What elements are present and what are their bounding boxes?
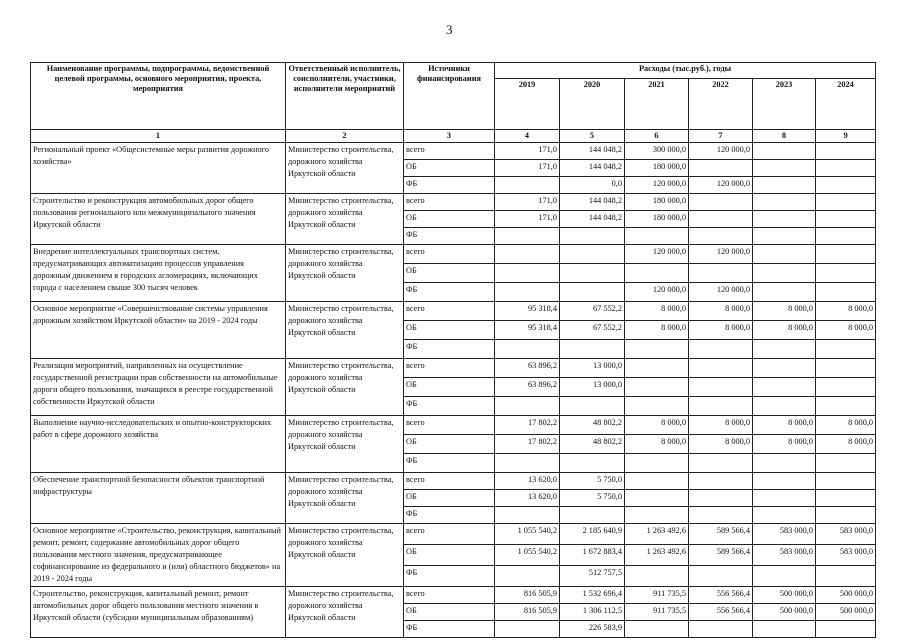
amount-cell — [753, 473, 816, 490]
amount-cell — [625, 397, 689, 416]
amount-cell — [625, 454, 689, 473]
amount-cell — [560, 507, 625, 524]
amount-cell — [816, 264, 876, 283]
funding-source-cell: ОБ — [404, 211, 495, 228]
amount-cell: 8 000,0 — [816, 416, 876, 435]
amount-cell: 120 000,0 — [689, 283, 753, 302]
program-name-cell: Строительство и реконструкция автомобильных дорог общего пользования регионального или межмуниципального значения Иркутской области — [31, 194, 286, 245]
table-row — [31, 302, 876, 321]
amount-cell — [689, 507, 753, 524]
amount-cell: 8 000,0 — [753, 416, 816, 435]
amount-cell — [625, 621, 689, 638]
amount-cell — [625, 340, 689, 359]
amount-cell: 1 263 492,6 — [625, 524, 689, 545]
amount-cell: 556 566,4 — [689, 604, 753, 621]
amount-cell: 63 896,2 — [495, 359, 560, 378]
amount-cell — [753, 160, 816, 177]
amount-cell — [495, 177, 560, 194]
amount-cell — [560, 264, 625, 283]
amount-cell — [816, 283, 876, 302]
amount-cell — [816, 194, 876, 211]
page-number: 3 — [446, 22, 453, 37]
amount-cell: 0,0 — [560, 177, 625, 194]
amount-cell: 500 000,0 — [753, 587, 816, 604]
amount-cell: 500 000,0 — [753, 604, 816, 621]
amount-cell — [753, 283, 816, 302]
amount-cell: 556 566,4 — [689, 587, 753, 604]
amount-cell — [495, 507, 560, 524]
amount-cell: 8 000,0 — [753, 435, 816, 454]
funding-source-cell: ОБ — [404, 160, 495, 177]
amount-cell: 67 552,2 — [560, 302, 625, 321]
amount-cell: 8 000,0 — [753, 321, 816, 340]
amount-cell — [689, 359, 753, 378]
program-name-cell: Строительство, реконструкция, капитальный ремонт, ремонт автомобильных дорог общего пользования местного значения в Иркутской области (субсидии муниципальным образованиям) — [31, 587, 286, 638]
amount-cell — [689, 340, 753, 359]
column-number: 9 — [816, 130, 876, 143]
amount-cell — [753, 264, 816, 283]
amount-cell — [753, 359, 816, 378]
header-year: 2024 — [816, 79, 876, 130]
header-expenses: Расходы (тыс.руб.), годы — [495, 63, 876, 79]
column-number: 2 — [286, 130, 404, 143]
amount-cell — [495, 283, 560, 302]
executor-cell: Министерство строительства, дорожного хозяйства Иркутской области — [286, 524, 404, 587]
table-row — [31, 143, 876, 160]
column-number: 4 — [495, 130, 560, 143]
program-name-cell: Реализация мероприятий, направленных на осуществление государственной регистрации прав собственности на автомобильные дороги общего пользования, значащихся в реестре государственной собственности Иркутской области — [31, 359, 286, 416]
amount-cell — [625, 507, 689, 524]
amount-cell: 171,0 — [495, 160, 560, 177]
amount-cell — [560, 397, 625, 416]
amount-cell — [816, 245, 876, 264]
program-name-cell: Основное мероприятие «Строительство, реконструкция, капитальный ремонт, ремонт, содержание автомобильных дорог общего пользования местного значения, предусматривающее софинансирование из федерального и (или) областного бюджетов» на 2019 - 2024 годы — [31, 524, 286, 587]
amount-cell — [689, 473, 753, 490]
header-year: 2021 — [625, 79, 689, 130]
table-row — [31, 359, 876, 378]
amount-cell: 8 000,0 — [689, 302, 753, 321]
amount-cell: 5 750,0 — [560, 473, 625, 490]
amount-cell: 1 532 696,4 — [560, 587, 625, 604]
amount-cell: 8 000,0 — [625, 321, 689, 340]
expenses-table — [30, 62, 876, 638]
table-row — [31, 416, 876, 435]
amount-cell — [689, 160, 753, 177]
amount-cell: 589 566,4 — [689, 524, 753, 545]
amount-cell: 171,0 — [495, 143, 560, 160]
funding-source-cell: ОБ — [404, 435, 495, 454]
funding-source-cell: ФБ — [404, 454, 495, 473]
amount-cell — [625, 490, 689, 507]
amount-cell — [753, 454, 816, 473]
table-row — [31, 194, 876, 211]
amount-cell: 120 000,0 — [689, 143, 753, 160]
amount-cell: 120 000,0 — [689, 245, 753, 264]
amount-cell — [816, 177, 876, 194]
amount-cell: 8 000,0 — [816, 302, 876, 321]
amount-cell: 1 055 540,2 — [495, 545, 560, 566]
amount-cell — [495, 454, 560, 473]
amount-cell: 48 802,2 — [560, 435, 625, 454]
amount-cell — [625, 264, 689, 283]
amount-cell: 8 000,0 — [689, 416, 753, 435]
amount-cell — [753, 621, 816, 638]
table-row — [31, 587, 876, 604]
amount-cell — [625, 359, 689, 378]
amount-cell — [495, 621, 560, 638]
program-name-cell: Внедрение интеллектуальных транспортных систем, предусматривающих автоматизацию процессов управления дорожным движением в городских агломерациях, включающих города с населением свыше 300 тысяч человек — [31, 245, 286, 302]
amount-cell — [753, 143, 816, 160]
amount-cell: 8 000,0 — [625, 435, 689, 454]
amount-cell: 120 000,0 — [625, 245, 689, 264]
header-year: 2019 — [495, 79, 560, 130]
funding-source-cell: ОБ — [404, 264, 495, 283]
amount-cell: 583 000,0 — [753, 545, 816, 566]
header-year: 2020 — [560, 79, 625, 130]
amount-cell: 13 000,0 — [560, 378, 625, 397]
amount-cell — [689, 490, 753, 507]
header-name-column: Наименование программы, подпрограммы, ведомственной целевой программы, основного мероприятия, проекта, мероприятия — [31, 63, 286, 130]
amount-cell: 583 000,0 — [753, 524, 816, 545]
funding-source-cell: всего — [404, 359, 495, 378]
amount-cell — [816, 566, 876, 587]
column-number: 7 — [689, 130, 753, 143]
amount-cell — [689, 566, 753, 587]
amount-cell: 911 735,5 — [625, 587, 689, 604]
amount-cell — [689, 454, 753, 473]
amount-cell — [816, 378, 876, 397]
amount-cell — [753, 228, 816, 245]
funding-source-cell: ОБ — [404, 490, 495, 507]
executor-cell: Министерство строительства, дорожного хозяйства Иркутской области — [286, 473, 404, 524]
funding-source-cell: всего — [404, 473, 495, 490]
funding-source-cell: ОБ — [404, 545, 495, 566]
amount-cell — [816, 228, 876, 245]
amount-cell — [495, 245, 560, 264]
amount-cell: 17 802,2 — [495, 435, 560, 454]
executor-cell: Министерство строительства, дорожного хозяйства Иркутской области — [286, 359, 404, 416]
amount-cell: 171,0 — [495, 211, 560, 228]
amount-cell: 67 552,2 — [560, 321, 625, 340]
amount-cell: 1 672 883,4 — [560, 545, 625, 566]
amount-cell — [753, 566, 816, 587]
amount-cell — [625, 228, 689, 245]
funding-source-cell: ФБ — [404, 228, 495, 245]
funding-source-cell: ФБ — [404, 507, 495, 524]
amount-cell: 512 757,5 — [560, 566, 625, 587]
amount-cell: 48 802,2 — [560, 416, 625, 435]
amount-cell: 95 318,4 — [495, 321, 560, 340]
funding-source-cell: всего — [404, 524, 495, 545]
amount-cell: 13 000,0 — [560, 359, 625, 378]
funding-source-cell: всего — [404, 587, 495, 604]
amount-cell: 2 185 640,9 — [560, 524, 625, 545]
column-number: 8 — [753, 130, 816, 143]
executor-cell: Министерство строительства, дорожного хозяйства Иркутской области — [286, 302, 404, 359]
amount-cell: 180 000,0 — [625, 160, 689, 177]
executor-cell: Министерство строительства, дорожного хозяйства Иркутской области — [286, 194, 404, 245]
amount-cell: 120 000,0 — [625, 177, 689, 194]
amount-cell — [625, 473, 689, 490]
funding-source-cell: ФБ — [404, 397, 495, 416]
amount-cell: 120 000,0 — [625, 283, 689, 302]
amount-cell — [625, 378, 689, 397]
amount-cell — [560, 454, 625, 473]
amount-cell — [816, 473, 876, 490]
column-number: 3 — [404, 130, 495, 143]
column-number: 6 — [625, 130, 689, 143]
amount-cell — [753, 177, 816, 194]
amount-cell: 180 000,0 — [625, 211, 689, 228]
funding-source-cell: ФБ — [404, 340, 495, 359]
amount-cell — [689, 211, 753, 228]
amount-cell — [689, 397, 753, 416]
amount-cell — [753, 211, 816, 228]
amount-cell — [560, 245, 625, 264]
amount-cell — [495, 397, 560, 416]
amount-cell — [753, 507, 816, 524]
amount-cell: 144 048,2 — [560, 194, 625, 211]
amount-cell: 144 048,2 — [560, 211, 625, 228]
amount-cell: 17 802,2 — [495, 416, 560, 435]
amount-cell: 226 583,9 — [560, 621, 625, 638]
amount-cell: 500 000,0 — [816, 604, 876, 621]
funding-source-cell: всего — [404, 416, 495, 435]
amount-cell — [560, 228, 625, 245]
amount-cell — [816, 211, 876, 228]
header-year: 2023 — [753, 79, 816, 130]
funding-source-cell: всего — [404, 194, 495, 211]
funding-source-cell: ФБ — [404, 283, 495, 302]
program-name-cell: Обеспечение транспортной безопасности объектов транспортной инфраструктуры — [31, 473, 286, 524]
amount-cell: 8 000,0 — [689, 321, 753, 340]
table-row — [31, 245, 876, 264]
amount-cell: 13 620,0 — [495, 490, 560, 507]
amount-cell — [689, 621, 753, 638]
amount-cell — [816, 507, 876, 524]
amount-cell: 1 055 540,2 — [495, 524, 560, 545]
executor-cell: Министерство строительства, дорожного хозяйства Иркутской области — [286, 143, 404, 194]
executor-cell: Министерство строительства, дорожного хозяйства Иркутской области — [286, 416, 404, 473]
amount-cell — [753, 378, 816, 397]
amount-cell: 13 620,0 — [495, 473, 560, 490]
amount-cell — [689, 378, 753, 397]
amount-cell — [689, 228, 753, 245]
amount-cell: 8 000,0 — [816, 321, 876, 340]
amount-cell: 8 000,0 — [625, 416, 689, 435]
header-executor-column: Ответственный исполнитель, соисполнители, участники, исполнители мероприятий — [286, 63, 404, 130]
column-number: 1 — [31, 130, 286, 143]
amount-cell — [816, 490, 876, 507]
amount-cell — [753, 340, 816, 359]
amount-cell — [495, 340, 560, 359]
amount-cell — [816, 359, 876, 378]
amount-cell: 816 505,9 — [495, 587, 560, 604]
header-source-column: Источники финансирования — [404, 63, 495, 130]
amount-cell: 144 048,2 — [560, 160, 625, 177]
amount-cell: 1 306 112,5 — [560, 604, 625, 621]
amount-cell: 583 000,0 — [816, 545, 876, 566]
amount-cell: 144 048,2 — [560, 143, 625, 160]
funding-source-cell: всего — [404, 302, 495, 321]
funding-source-cell: ОБ — [404, 378, 495, 397]
amount-cell: 500 000,0 — [816, 587, 876, 604]
amount-cell — [495, 228, 560, 245]
amount-cell: 8 000,0 — [689, 435, 753, 454]
amount-cell — [753, 490, 816, 507]
amount-cell — [560, 283, 625, 302]
executor-cell: Министерство строительства, дорожного хозяйства Иркутской области — [286, 245, 404, 302]
amount-cell — [816, 397, 876, 416]
program-name-cell: Региональный проект «Общесистемные меры развития дорожного хозяйства» — [31, 143, 286, 194]
amount-cell — [816, 160, 876, 177]
amount-cell — [753, 194, 816, 211]
table-row — [31, 524, 876, 545]
amount-cell: 1 263 492,6 — [625, 545, 689, 566]
amount-cell: 180 000,0 — [625, 194, 689, 211]
amount-cell — [816, 340, 876, 359]
column-number: 5 — [560, 130, 625, 143]
table-row — [31, 473, 876, 490]
amount-cell: 8 000,0 — [816, 435, 876, 454]
funding-source-cell: ФБ — [404, 566, 495, 587]
funding-source-cell: ФБ — [404, 621, 495, 638]
amount-cell — [816, 143, 876, 160]
amount-cell — [560, 340, 625, 359]
amount-cell: 583 000,0 — [816, 524, 876, 545]
funding-source-cell: всего — [404, 143, 495, 160]
program-name-cell: Выполнение научно-исследовательских и опытно-конструкторских работ в сфере дорожного хозяйства — [31, 416, 286, 473]
funding-source-cell: ФБ — [404, 177, 495, 194]
amount-cell — [753, 397, 816, 416]
amount-cell: 816 505,9 — [495, 604, 560, 621]
amount-cell — [689, 194, 753, 211]
amount-cell — [816, 621, 876, 638]
program-name-cell: Основное мероприятие «Совершенствование системы управления дорожным хозяйством Иркутской области» на 2019 - 2024 годы — [31, 302, 286, 359]
amount-cell — [495, 566, 560, 587]
amount-cell: 8 000,0 — [625, 302, 689, 321]
amount-cell — [816, 454, 876, 473]
funding-source-cell: ОБ — [404, 321, 495, 340]
amount-cell — [625, 566, 689, 587]
funding-source-cell: ОБ — [404, 604, 495, 621]
header-year: 2022 — [689, 79, 753, 130]
funding-source-cell: всего — [404, 245, 495, 264]
amount-cell: 120 000,0 — [689, 177, 753, 194]
amount-cell — [495, 264, 560, 283]
amount-cell: 8 000,0 — [753, 302, 816, 321]
amount-cell: 171,0 — [495, 194, 560, 211]
amount-cell: 95 318,4 — [495, 302, 560, 321]
amount-cell — [753, 245, 816, 264]
amount-cell: 63 896,2 — [495, 378, 560, 397]
amount-cell: 300 000,0 — [625, 143, 689, 160]
amount-cell: 589 566,4 — [689, 545, 753, 566]
amount-cell — [689, 264, 753, 283]
executor-cell: Министерство строительства, дорожного хозяйства Иркутской области — [286, 587, 404, 638]
amount-cell: 911 735,5 — [625, 604, 689, 621]
amount-cell: 5 750,0 — [560, 490, 625, 507]
